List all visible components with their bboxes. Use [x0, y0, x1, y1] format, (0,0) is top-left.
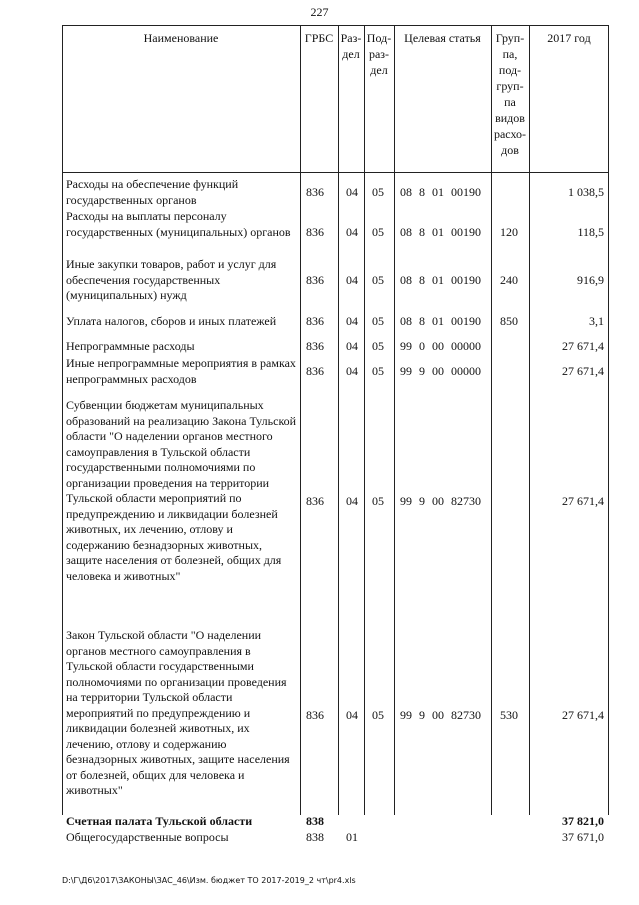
row-cs: 99 9 00 00000 — [400, 364, 481, 378]
divider — [394, 25, 395, 173]
header-year: 2017 год — [547, 31, 591, 45]
row-sum: 118,5 — [577, 225, 604, 239]
divider — [338, 173, 339, 815]
header-name: Наименование — [143, 31, 219, 45]
divider — [300, 25, 301, 173]
row-grbs: 838 — [306, 814, 324, 828]
row-podrazdel: 05 — [372, 273, 384, 287]
divider — [364, 173, 365, 815]
row-grbs: 838 — [306, 830, 324, 844]
row-gruppa: 530 — [500, 708, 518, 722]
page-number: 227 — [310, 5, 329, 19]
row-razdel: 04 — [346, 185, 358, 199]
row-razdel: 04 — [346, 708, 358, 722]
row-razdel: 04 — [346, 339, 358, 353]
row-cs: 99 9 00 82730 — [400, 494, 481, 508]
row-sum: 3,1 — [589, 314, 604, 328]
row-grbs: 836 — [306, 314, 324, 328]
row-gruppa: 120 — [500, 225, 518, 239]
row-name: Общегосударственные вопросы — [66, 830, 229, 844]
row-name: Уплата налогов, сборов и иных платежей — [66, 314, 277, 328]
divider — [529, 25, 530, 173]
row-grbs: 836 — [306, 273, 324, 287]
row-cs: 08 8 01 00190 — [400, 225, 481, 239]
row-cs: 99 9 00 82730 — [400, 708, 481, 722]
row-razdel: 04 — [346, 273, 358, 287]
header-grbs: ГРБС — [304, 31, 334, 45]
row-grbs: 836 — [306, 364, 324, 378]
row-name: Расходы на обеспечение функций государственных органов — [66, 177, 239, 207]
row-podrazdel: 05 — [372, 364, 384, 378]
row-cs: 08 8 01 00190 — [400, 273, 481, 287]
header-celevaya: Целевая статья — [404, 31, 481, 45]
row-name: Иные непрограммные мероприятия в рамках непрограммных расходов — [66, 356, 296, 386]
row-name: Субвенции бюджетам муниципальных образований на реализацию Закона Тульской области "О наделении органов местного самоуправления в Тульской области государственными полномочиями по организации проведения на территории Тульской области мероприятий по предупреждению и ликвидации болезней животных, их лечению, отлову и содержанию безнадзорных животных, защите населения от болезней, общих для человека и животных" — [66, 398, 297, 583]
row-podrazdel: 05 — [372, 494, 384, 508]
row-grbs: 836 — [306, 185, 324, 199]
row-grbs: 836 — [306, 339, 324, 353]
row-razdel: 04 — [346, 494, 358, 508]
row-gruppa: 240 — [500, 273, 518, 287]
row-sum: 37 671,0 — [562, 830, 604, 844]
row-name: Иные закупки товаров, работ и услуг для обеспечения государственных (муниципальных) нужд — [66, 257, 277, 302]
row-grbs: 836 — [306, 494, 324, 508]
row-podrazdel: 05 — [372, 225, 384, 239]
row-gruppa: 850 — [500, 314, 518, 328]
header-gruppa: Груп- па, под- груп- па видов расхо- дов — [493, 31, 527, 157]
row-razdel: 01 — [346, 830, 358, 844]
row-sum: 916,9 — [577, 273, 604, 287]
row-sum: 27 671,4 — [562, 708, 604, 722]
row-podrazdel: 05 — [372, 708, 384, 722]
row-cs: 08 8 01 00190 — [400, 185, 481, 199]
file-path-footer: D:\Г\Д6\2017\ЗАКОНЫ\ЗАС_46\Изм. бюджет ТО 2017-2019_2 чт\pr4.xls — [62, 876, 356, 885]
row-sum: 1 038,5 — [568, 185, 604, 199]
row-grbs: 836 — [306, 225, 324, 239]
row-razdel: 04 — [346, 314, 358, 328]
row-name: Непрограммные расходы — [66, 339, 195, 353]
row-cs: 99 0 00 00000 — [400, 339, 481, 353]
header-podrazdel: Под- раз- дел — [366, 31, 392, 77]
divider — [608, 173, 609, 815]
row-grbs: 836 — [306, 708, 324, 722]
row-sum: 27 671,4 — [562, 364, 604, 378]
row-name: Счетная палата Тульской области — [66, 814, 253, 828]
row-sum: 37 821,0 — [562, 814, 604, 828]
row-sum: 27 671,4 — [562, 339, 604, 353]
row-name: Расходы на выплаты персоналу государственных (муниципальных) органов — [66, 209, 291, 239]
row-sum: 27 671,4 — [562, 494, 604, 508]
divider — [394, 173, 395, 815]
row-razdel: 04 — [346, 364, 358, 378]
divider — [62, 173, 63, 815]
header-razdel: Раз- дел — [340, 31, 362, 61]
row-podrazdel: 05 — [372, 314, 384, 328]
row-podrazdel: 05 — [372, 339, 384, 353]
row-name: Закон Тульской области "О наделении органов местного самоуправления в Тульской области государственными полномочиями по организации проведения на территории Тульской области мероприятий по предупреждению и ликвидации болезней животных, их лечению, отлову и содержанию безнадзорных животных, защите населения от болезней, общих для человека и животных" — [66, 628, 290, 797]
divider — [300, 173, 301, 815]
divider — [491, 173, 492, 815]
row-razdel: 04 — [346, 225, 358, 239]
row-cs: 08 8 01 00190 — [400, 314, 481, 328]
row-podrazdel: 05 — [372, 185, 384, 199]
